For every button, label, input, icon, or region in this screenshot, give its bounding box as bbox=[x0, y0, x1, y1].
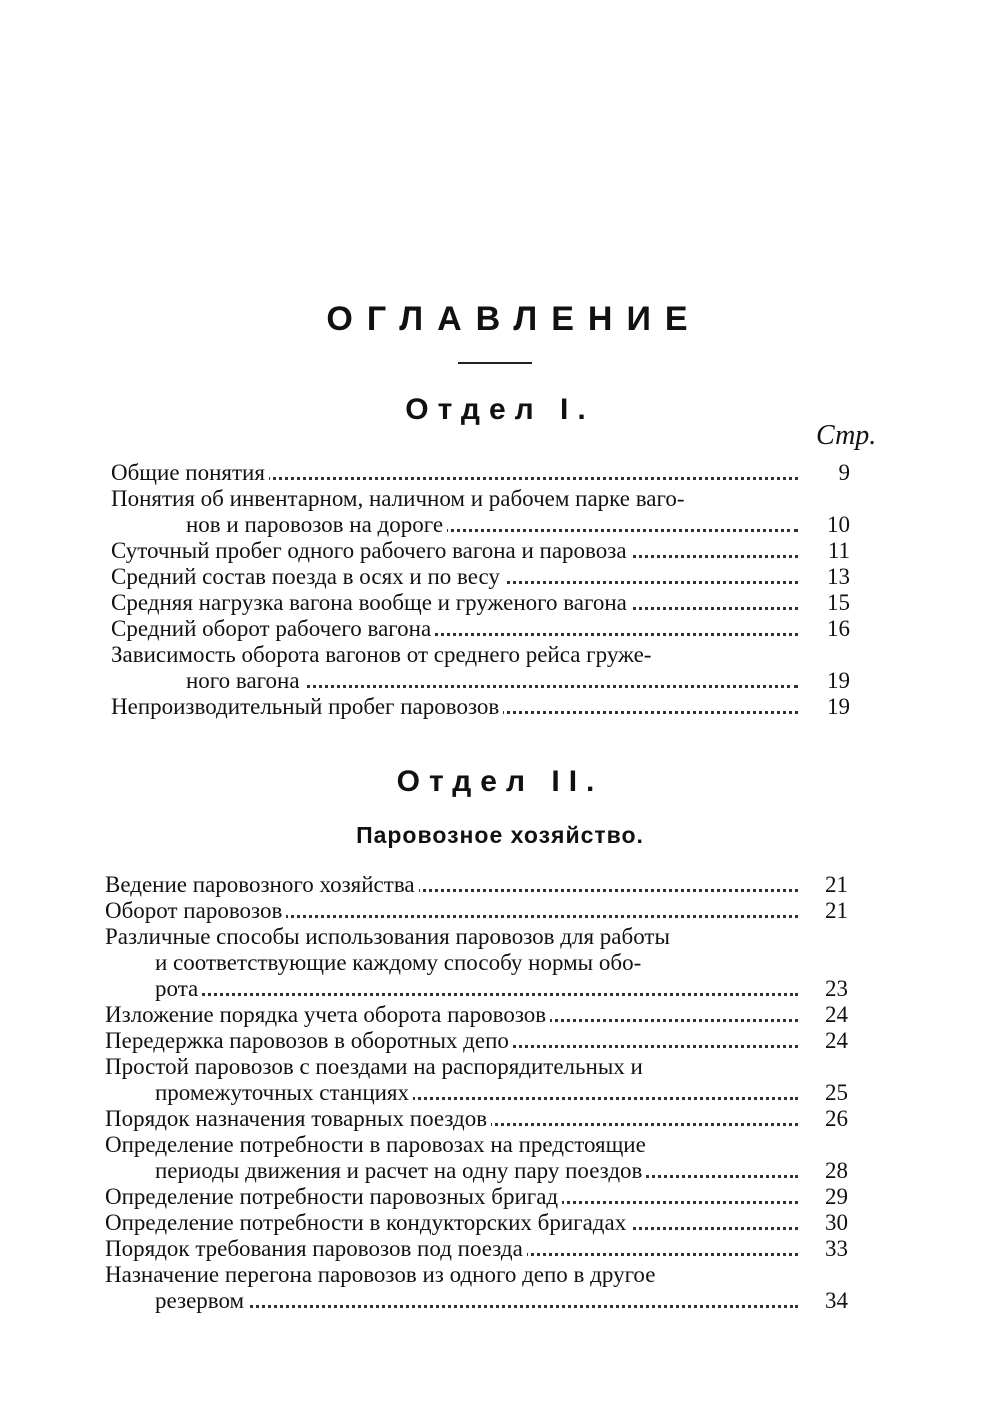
toc-entry-text: Средний оборот рабочего вагона bbox=[111, 616, 435, 641]
toc-entry-line bbox=[105, 1210, 798, 1236]
toc-entry-text: резервом bbox=[155, 1288, 248, 1313]
toc-entry-line bbox=[105, 1002, 798, 1028]
toc-page-number: 21 bbox=[825, 898, 848, 923]
toc-entry-line bbox=[105, 1184, 798, 1210]
toc-page-number: 26 bbox=[825, 1106, 848, 1131]
toc-entry-text: Непроизводительный пробег паровозов bbox=[111, 694, 503, 719]
toc-entry-text: Простой паровозов с поездами на распорядительных и bbox=[105, 1054, 647, 1079]
toc-page-number: 19 bbox=[827, 668, 850, 693]
toc-entry-text: Определение потребности в кондукторских бригадах bbox=[105, 1210, 630, 1235]
toc-entry-line bbox=[186, 668, 798, 694]
toc-entry-text: рота bbox=[155, 976, 202, 1001]
toc-entry-line bbox=[111, 616, 798, 642]
toc-entry-line bbox=[155, 950, 798, 976]
toc-entry-line bbox=[105, 1262, 798, 1288]
toc-entry-text: Определение потребности паровозных бригад bbox=[105, 1184, 562, 1209]
toc-entry-text: Средняя нагрузка вагона вообще и груженого вагона bbox=[111, 590, 631, 615]
toc-page-number: 34 bbox=[825, 1288, 848, 1313]
toc-page-number: 24 bbox=[825, 1002, 848, 1027]
toc-page-number: 13 bbox=[827, 564, 850, 589]
page-title: ОГЛАВЛЕНИЕ bbox=[326, 300, 702, 338]
toc-page-number: 29 bbox=[825, 1184, 848, 1209]
toc-entry-line bbox=[111, 486, 798, 512]
toc-entry-line bbox=[111, 564, 798, 590]
toc-entry-text: Оборот паровозов bbox=[105, 898, 286, 923]
section-2-heading: Отдел II. bbox=[396, 765, 604, 798]
toc-entry-line bbox=[111, 694, 798, 720]
toc-entry-text: Порядок требования паровозов под поезда bbox=[105, 1236, 527, 1261]
toc-entry-line bbox=[105, 872, 798, 898]
toc-entry-line bbox=[105, 1236, 798, 1262]
title-divider bbox=[458, 362, 532, 364]
toc-entry-line bbox=[186, 512, 798, 538]
toc-entry-line bbox=[111, 538, 798, 564]
toc-entry-text: Общие понятия bbox=[111, 460, 269, 485]
page-column-label: Стр. bbox=[816, 420, 877, 451]
toc-page-number: 16 bbox=[827, 616, 850, 641]
toc-entry-text: периоды движения и расчет на одну пару поездов bbox=[155, 1158, 646, 1183]
toc-entry-text: Изложение порядка учета оборота паровозов bbox=[105, 1002, 550, 1027]
toc-entry-text: Различные способы использования паровозов для работы bbox=[105, 924, 674, 949]
toc-entry-line bbox=[155, 1158, 798, 1184]
toc-entry-text: Ведение паровозного хозяйства bbox=[105, 872, 419, 897]
section-1-heading: Отдел I. bbox=[405, 393, 595, 426]
toc-page-number: 28 bbox=[825, 1158, 848, 1183]
toc-entry-line bbox=[105, 1054, 798, 1080]
toc-entry-text: Средний состав поезда в осях и по весу bbox=[111, 564, 504, 589]
toc-entry-line bbox=[105, 1106, 798, 1132]
toc-entry-text: и соответствующие каждому способу нормы обо- bbox=[155, 950, 645, 975]
toc-page-number: 30 bbox=[825, 1210, 848, 1235]
toc-entry-line bbox=[111, 460, 798, 486]
toc-entry-text: Порядок назначения товарных поездов bbox=[105, 1106, 491, 1131]
toc-page-number: 33 bbox=[825, 1236, 848, 1261]
toc-page-number: 19 bbox=[827, 694, 850, 719]
toc-entry-line bbox=[105, 924, 798, 950]
toc-page-number: 15 bbox=[827, 590, 850, 615]
toc-entry-line bbox=[111, 642, 798, 668]
toc-entry-text: Суточный пробег одного рабочего вагона и паровоза bbox=[111, 538, 631, 563]
toc-entry-text: Зависимость оборота вагонов от среднего рейса груже- bbox=[111, 642, 655, 667]
toc-page-number: 23 bbox=[825, 976, 848, 1001]
toc-entry-line bbox=[155, 976, 798, 1002]
toc-entry-line bbox=[105, 1132, 798, 1158]
toc-page-number: 10 bbox=[827, 512, 850, 537]
toc-entry-text: Назначение перегона паровозов из одного депо в другое bbox=[105, 1262, 659, 1287]
toc-page-number: 11 bbox=[827, 538, 850, 563]
toc-entry-line bbox=[105, 898, 798, 924]
section-2-subheading: Паровозное хозяйство. bbox=[356, 822, 644, 848]
toc-entry-text: нов и паровозов на дороге bbox=[186, 512, 447, 537]
toc-entry-text: ного вагона bbox=[186, 668, 304, 693]
toc-page-number: 21 bbox=[825, 872, 848, 897]
toc-entry-line bbox=[105, 1028, 798, 1054]
toc-page-number: 25 bbox=[825, 1080, 848, 1105]
toc-entry-text: промежуточных станциях bbox=[155, 1080, 413, 1105]
toc-page-number: 24 bbox=[825, 1028, 848, 1053]
toc-entry-text: Понятия об инвентарном, наличном и рабочем парке ваго- bbox=[111, 486, 689, 511]
toc-page-number: 9 bbox=[838, 460, 850, 485]
toc-entry-line bbox=[111, 590, 798, 616]
toc-entry-line bbox=[155, 1080, 798, 1106]
toc-entry-text: Определение потребности в паровозах на предстоящие bbox=[105, 1132, 650, 1157]
toc-entry-text: Передержка паровозов в оборотных депо bbox=[105, 1028, 513, 1053]
toc-entry-line bbox=[155, 1288, 798, 1314]
